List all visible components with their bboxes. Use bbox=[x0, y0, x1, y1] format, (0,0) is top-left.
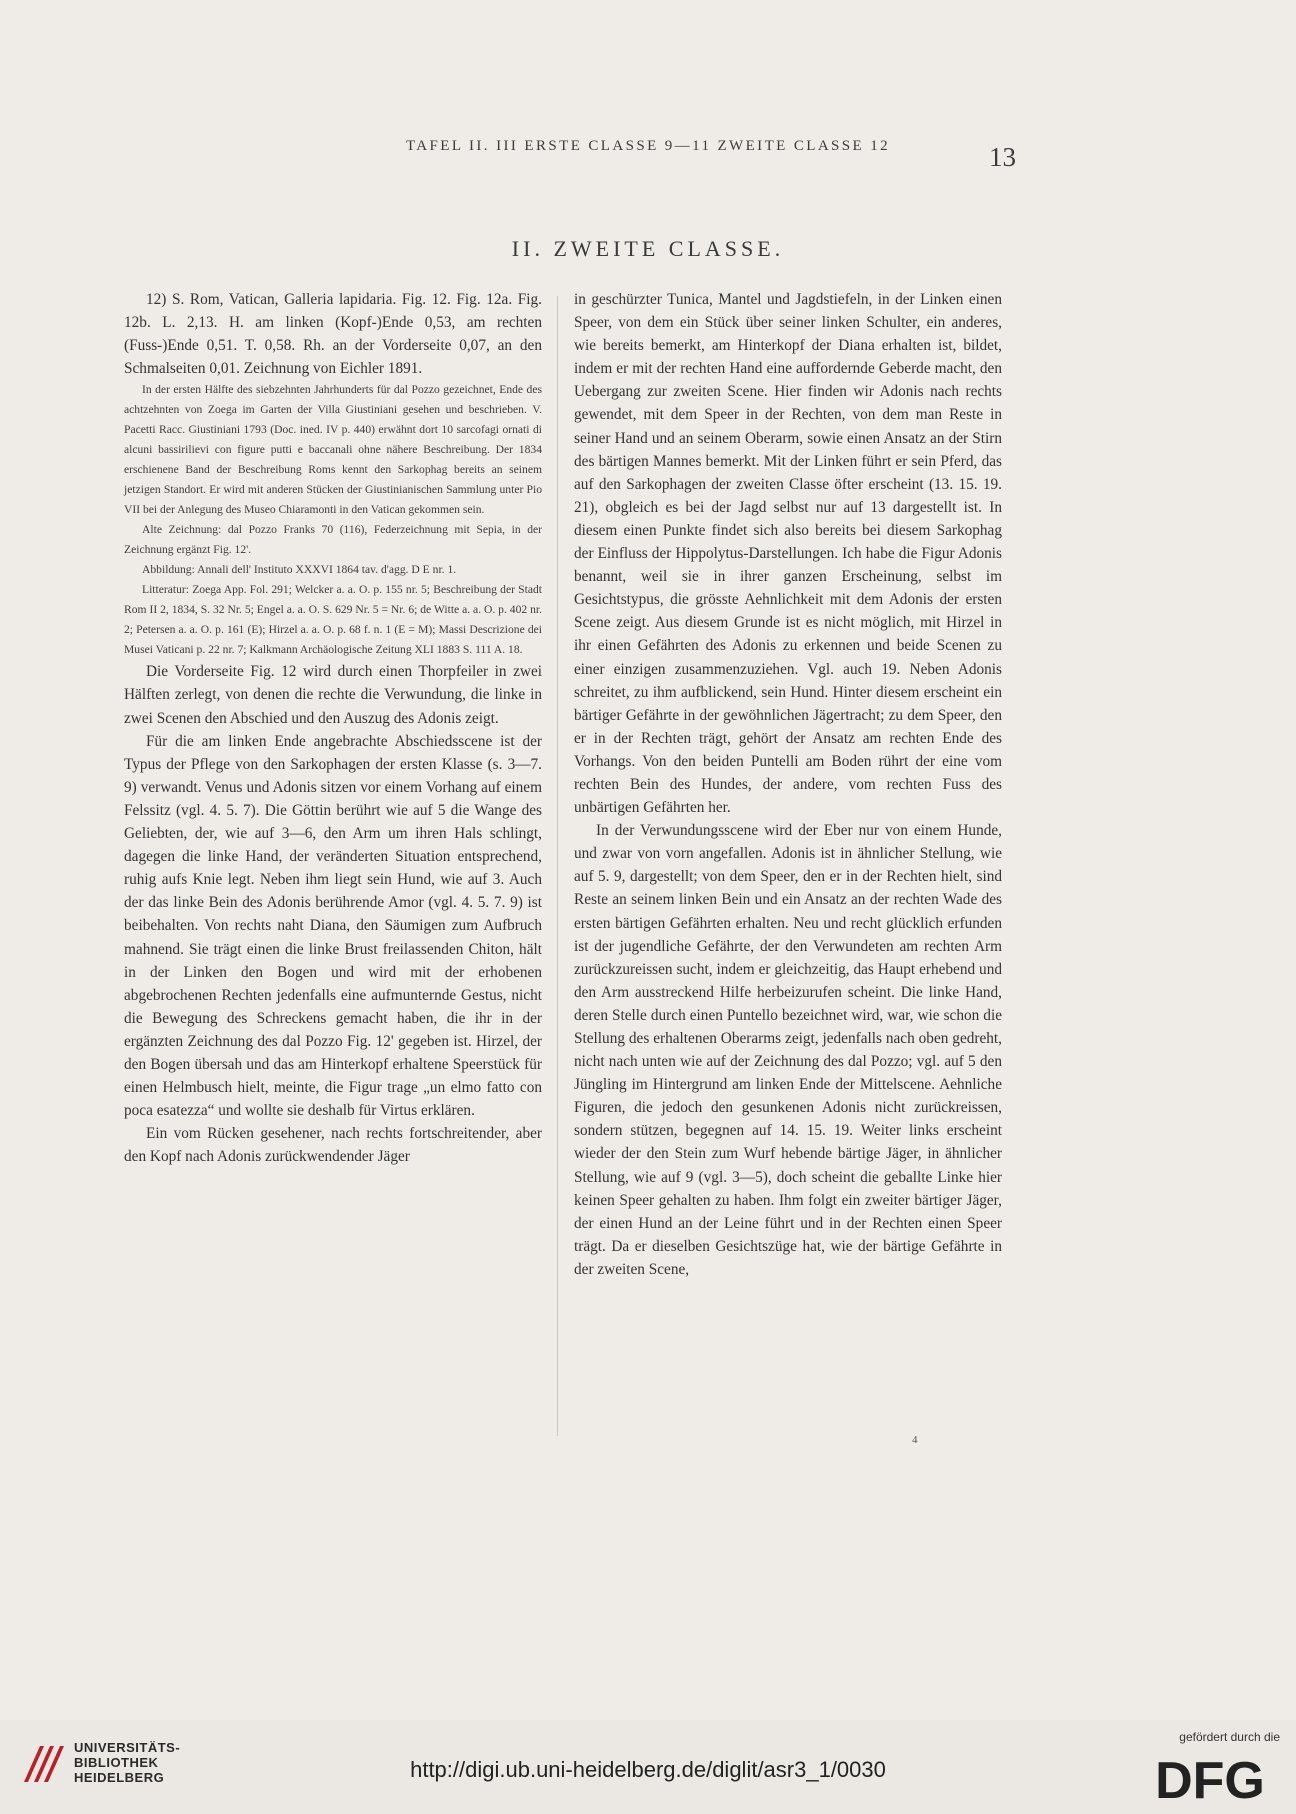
body-paragraph: Die Vorderseite Fig. 12 wird durch einen Thorpfeiler in zwei Hälften zerlegt, von denen die rechte die Verwundung, die linke in zwei Scenen den Abschied und den Auszug des Adonis zeigt. bbox=[124, 663, 542, 727]
library-name-line: BIBLIOTHEK bbox=[74, 1755, 159, 1770]
library-emblem-icon bbox=[18, 1738, 68, 1788]
body-paragraph: in geschürzter Tunica, Mantel und Jagdstiefeln, in der Linken einen Speer, von dem ein Stück über seiner linken Schulter, ein anderes, wie bereits bemerkt, am Hinterkopf der Diana erhalten ist, bildet, indem er mit der rechten Hand eine auffordernde Geberde macht, den Uebergang zur zweiten Scene. Hier finden wir Adonis nach rechts gewendet, mit dem Speer in der Rechten, von dem man Reste in seiner Hand und an seinem Oberarm, sowie einen Ansatz an der Stirn des bärtigen Mannes bemerkt. Mit der Linken führt er sein Pferd, das auf den Sarkophagen der zweiten Classe öfter erscheint (13. 15. 19. 21), obgleich es bei der Jagd selbst nur auf 13 dargestellt ist. In diesem einen Punkte findet sich also bereits bei diesem Sarkophag der Einfluss der Hippolytus-Darstellungen. Ich habe die Figur Adonis benannt, weil sie in ihrer ganzen Erscheinung, selbst im Gesichtstypus, die grösste Aehnlichkeit mit dem Adonis der ersten Scene zeigt. Aus diesem Grunde ist es nicht möglich, mit Hirzel in ihr einen Gefährten des Adonis zu erkennen und beide Scenen zu einer einzigen zusammenzuziehen. Vgl. auch 19. Neben Adonis schreitet, zu ihm aufblickend, sein Hund. Hinter diesem erscheint ein bärtiger Gefährte in der gewöhnlichen Jägertracht; zu dem Speer, den er in der Rechten trägt, gehört der Ansatz am rechten Ende des Vorhangs. Von den beiden Puntelli am Boden rührt der eine vom rechten Bein des Hundes, der andere, vom rechten Fuss des unbärtigen Gefährten her. bbox=[574, 291, 1002, 817]
library-name-line: UNIVERSITÄTS- bbox=[74, 1740, 181, 1755]
body-paragraph: Ein vom Rücken gesehener, nach rechts fortschreitender, aber den Kopf nach Adonis zurückwendender Jäger bbox=[124, 1125, 542, 1166]
library-name bbox=[74, 1740, 180, 1785]
permalink-url[interactable]: http://digi.ub.uni-heidelberg.de/diglit/asr3_1/0030 bbox=[410, 1757, 886, 1782]
column-divider bbox=[557, 296, 558, 1436]
literature-note: Litteratur: Zoega App. Fol. 291; Welcker a. a. O. p. 155 nr. 5; Beschreibung der Stadt Rom II 2, 1834, S. 32 Nr. 5; Engel a. a. O. S. 629 Nr. 5 = Nr. 6; de Witte a. a. O. p. 402 nr. 2; Petersen a. a. O. p. 161 (E); Hirzel a. a. O. p. 68 f. n. 1 (E = M); Massi Descrizione dei Musei Vaticani p. 22 nr. 7; Kalkmann Archäologische Zeitung XLI 1883 S. 111 A. 18. bbox=[124, 583, 542, 657]
university-library-logo[interactable] bbox=[18, 1732, 278, 1802]
dfg-logo-text: DFG bbox=[1155, 1752, 1265, 1804]
left-column bbox=[124, 288, 542, 1168]
body-paragraph: Für die am linken Ende angebrachte Abschiedsscene ist der Typus der Pflege von den Sarkophagen der ersten Klasse (s. 3—7. 9) verwandt. Venus und Adonis sitzen vor einem Vorhang auf einem Felssitz (vgl. 4. 5. 7). Die Göttin berührt wie auf 5 die Wange des Geliebten, der, wie auf 3—6, den Arm um ihren Hals schlingt, dagegen die linke Hand, der veränderten Situation entsprechend, ruhig aufs Knie legt. Neben ihm liegt sein Hund, wie auf 3. Auch der das linke Bein des Adonis berührende Amor (vgl. 4. 5. 7. 9) ist beibehalten. Von rechts naht Diana, den Säumigen zum Aufbruch mahnend. Sie trägt einen die linke Brust freilassenden Chiton, hält in der Linken den Bogen und wird mit der erhobenen abgebrochenen Rechten jedenfalls eine aufmunternde Gestus, nicht die Bewegung des Schreckens gemacht haben, die ihr in der ergänzten Zeichnung des dal Pozzo Fig. 12' gegeben ist. Hirzel, der den Bogen übersah und das am Hinterkopf erhaltene Speerstück für einen Helmbusch hielt, meinte, die Figur trage „un elmo fatto con poca esatezza“ und wollte sie deshalb für Virtus erklären. bbox=[124, 732, 542, 1120]
running-head: TAFEL II. III ERSTE CLASSE 9—11 ZWEITE CLASSE 12 bbox=[405, 138, 891, 154]
right-column bbox=[574, 288, 1002, 1281]
page-number: 13 bbox=[989, 142, 1016, 172]
body-paragraph: In der Verwundungsscene wird der Eber nur von einem Hunde, und zwar von vorn angefallen. Adonis ist in ähnlicher Stellung, wie auf 5. 9, dargestellt; von dem Speer, den er in der Rechten hielt, sind Reste an seinem linken Bein und ein Ansatz an der rechten Wade des ersten bärtigen Gefährten erhalten. Neu und recht glücklich erfunden ist der jugendliche Gefährte, der den Verwundeten am rechten Arm zurückzureissen sucht, indem er gleichzeitig, das Haupt erhebend und den Arm ausstreckend Hilfe herbeizurufen scheint. Die linke Hand, deren Stelle durch einen Puntello bezeichnet wird, war, wie schon die Stellung des erhaltenen Oberarms zeigt, jedenfalls nach oben gedreht, nicht nach unten wie auf der Zeichnung des dal Pozzo; vgl. auf 5 den Jüngling im Hintergrund am linken Ende der Mittelscene. Aehnliche Figuren, die jedoch den gesunkenen Adonis nicht zurückreissen, sondern stützen, begegnen auf 14. 15. 19. Weiter links erscheint wieder der den Stein zum Wurf hebende bärtige Jäger, in ähnlicher Stellung, wie auf 9 (vgl. 3—5), doch scheint die geballte Linke hier keinen Speer gehalten zu haben. Ihm folgt ein zweiter bärtiger Jäger, der einen Hund an der Leine führt und in der Rechten einen Speer trägt. Da er dieselben Gesichtszüge hat, wie der bärtige Gefährte in der zweiten Scene, bbox=[574, 822, 1002, 1278]
section-title: II. ZWEITE CLASSE. bbox=[511, 236, 785, 261]
illustration-note: Abbildung: Annali dell' Instituto XXXVI 1864 tav. d'agg. D E nr. 1. bbox=[142, 563, 457, 577]
dfg-logo-icon bbox=[1142, 1752, 1278, 1804]
catalogue-entry-heading: 12) S. Rom, Vatican, Galleria lapidaria. Fig. 12. Fig. 12a. Fig. 12b. L. 2,13. H. am linken (Kopf-)Ende 0,53, am rechten (Fuss-)Ende 0,51. T. 0,58. Rh. an der Vorderseite 0,07, an den Schmalseiten 0,01. Zeichnung von Eichler 1891. bbox=[124, 291, 542, 378]
funding-caption: gefördert durch die bbox=[1179, 1730, 1280, 1744]
provenance-note: In der ersten Hälfte des siebzehnten Jahrhunderts für dal Pozzo gezeichnet, Ende des achtzehnten von Zoega im Garten der Villa Giustiniani gesehen und beschrieben. V. Pacetti Racc. Giustiniani 1793 (Doc. ined. IV p. 440) erwähnt dort 10 sarcofagi ornati di alcuni bassirilievi con figure putti e baccanali ohne nähere Beschreibung. Der 1834 erschienene Band der Beschreibung Roms kennt den Sarkophag bereits an seinem jetzigen Standort. Er wird mit anderen Stücken der Giustinianischen Sammlung unter Pio VII bei der Anlegung des Museo Chiaramonti in den Vatican gekommen sein. bbox=[124, 383, 542, 517]
funding-block[interactable] bbox=[1140, 1730, 1280, 1808]
library-name-line: HEIDELBERG bbox=[74, 1770, 165, 1785]
signature-mark: 4 bbox=[912, 1434, 918, 1446]
old-drawing-note: Alte Zeichnung: dal Pozzo Franks 70 (116), Federzeichnung mit Sepia, in der Zeichnung ergänzt Fig. 12'. bbox=[124, 523, 542, 557]
